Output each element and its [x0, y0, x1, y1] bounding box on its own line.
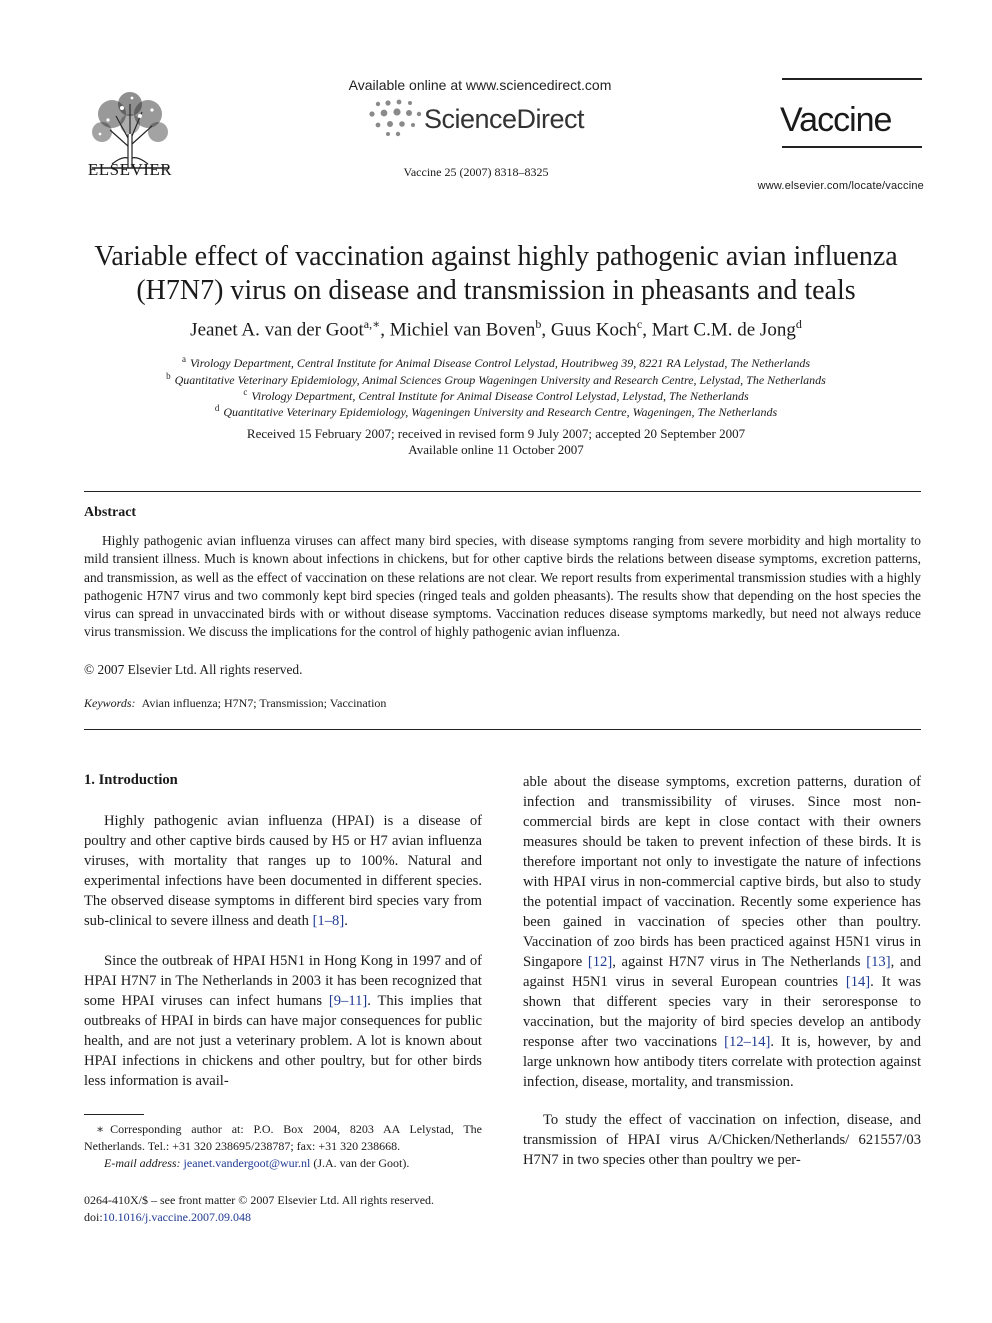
sciencedirect-dots-icon: [366, 98, 426, 140]
abstract-text: Highly pathogenic avian influenza viruses can affect many bird species, with disease symptoms ranging from severe morbidity and high mortality to mild transient illness. Much is known about infections in chickens, but for other captive birds the relations between disease symptoms, excretion patterns, and transmission, as well as the effect of vaccination on these relations are not clear. We report results from experimental transmission studies with a highly pathogenic H7N7 virus and two commonly kept bird species (ringed teals and golden pheasants). The results show that depending on the host species the virus can spread in unvaccinated birds with or without disease symptoms. Vaccination reduces disease symptoms markedly, but need not always reduce virus transmission. We discuss the implications for the control of highly pathogenic avian influenza.: [84, 533, 921, 640]
doi-link[interactable]: 10.1016/j.vaccine.2007.09.048: [102, 1210, 251, 1224]
author-affiliation-mark[interactable]: a,∗: [363, 317, 381, 331]
affiliation: [60, 354, 932, 371]
paragraph-text: , and against H5N1 virus in several European countries: [523, 954, 921, 990]
front-matter: [84, 1192, 434, 1226]
email-link[interactable]: jeanet.vandergoot@wur.nl: [183, 1156, 311, 1170]
doi-line: [84, 1209, 434, 1226]
body-paragraph: Highly pathogenic avian influenza (HPAI) is a disease of poultry and other captive birds caused by H5 or H7 avian influenza viruses, with mortality that ranges up to 100%. Natural and experimental infections have been documented in different species. The observed disease symptoms in different bird species vary from sub-clinical to severe illness and death [1–8].: [84, 813, 482, 929]
affiliation-mark: b: [166, 371, 171, 381]
doi-label: doi:: [84, 1210, 103, 1224]
paragraph-text: able about the disease symptoms, excretion patterns, duration of infection and transmissibility of viruses. Since most non-commercial birds are kept in close contact with their owners measures should be taken to prevent infection of these birds. It is therefore important not only to investigate the nature of infections with HPAI virus in non-commercial captive birds, but also to study the potential impact of vaccination. Recently some experience has been gained in vaccination of species other than poultry. Vaccination of zoo birds has been practiced against H5N1 virus in Singapore: [523, 774, 921, 970]
issn-line: 0264-410X/$ – see front matter © 2007 Elsevier Ltd. All rights reserved.: [84, 1193, 435, 1207]
paragraph-text: . This implies that outbreaks of HPAI in birds can have major consequences for public health, and are not just a veterinary problem. A lot is known about HPAI infections in chickens and other poultry, but for other birds less information is avail-: [84, 993, 482, 1089]
reference-link[interactable]: [1–8]: [312, 913, 345, 929]
keywords: [84, 696, 386, 711]
body-paragraph: To study the effect of vaccination on infection, disease, and transmission of HPAI virus A/Chicken/Netherlands/ 621557/03 H7N7 in two species other than poultry we per-: [523, 1112, 921, 1168]
author-name: Michiel van Boven: [389, 319, 536, 341]
email-label: E-mail address:: [104, 1156, 181, 1170]
email-suffix: (J.A. van der Goot).: [310, 1156, 410, 1170]
publisher-name: ELSEVIER: [87, 160, 173, 179]
author-separator: ,: [642, 319, 652, 341]
corresponding-author: Corresponding author at: P.O. Box 2004, 8203 AA Lelystad, The Netherlands. Tel.: +31 320 238695/238787; fax: +31 320 238668.: [84, 1122, 482, 1153]
paragraph-text: . It is, however, by and large unknown how antibody titers correlate with protection against infection, disease, mortality, and transmission.: [523, 1034, 921, 1090]
author-name: Mart C.M. de Jong: [651, 319, 796, 341]
author-affiliation-mark[interactable]: d: [795, 317, 802, 331]
reference-link[interactable]: [13]: [866, 954, 891, 970]
affiliation-text: Virology Department, Central Institute for Animal Disease Control Lelystad, Houtribweg 39, 8221 RA Lelystad, The Netherlands: [189, 356, 811, 370]
sciencedirect-logo[interactable]: [366, 98, 596, 140]
journal-title-text: Vaccine: [780, 101, 892, 139]
paragraph-text: , against H7N7 virus in The Netherlands: [612, 954, 867, 970]
author-affiliation-mark[interactable]: c: [636, 317, 643, 331]
available-online-text[interactable]: Available online at www.sciencedirect.com: [348, 77, 612, 93]
abstract-copyright: © 2007 Elsevier Ltd. All rights reserved.: [84, 662, 303, 677]
affiliation-mark: a: [181, 354, 186, 364]
received-dates: Received 15 February 2007; received in revised form 9 July 2007; accepted 20 September 2007: [246, 426, 746, 441]
affiliation: [60, 371, 932, 388]
author-name: Jeanet A. van der Goot: [190, 319, 364, 341]
journal-title: [776, 100, 926, 148]
affiliation: [60, 387, 932, 404]
journal-rule-bottom: [782, 146, 922, 148]
affiliation-mark: c: [243, 387, 248, 397]
keywords-list: Avian influenza; H7N7; Transmission; Vaccination: [141, 696, 387, 710]
author-separator: ,: [380, 319, 390, 341]
affiliation-text: Virology Department, Central Institute for Animal Disease Control Lelystad, Lelystad, The Netherlands: [251, 389, 749, 403]
journal-rule-top: [782, 78, 922, 80]
footnote: [84, 1121, 482, 1172]
paragraph-text: Highly pathogenic avian influenza (HPAI) is a disease of poultry and other captive birds caused by H5 or H7 avian influenza viruses, with mortality that ranges up to 100%. Natural and experimental infections have been documented in different species. The observed disease symptoms in different bird species vary from sub-clinical to severe illness and death: [84, 813, 482, 929]
reference-link[interactable]: [14]: [845, 974, 871, 990]
body-paragraph: [523, 772, 921, 1092]
article-title: Variable effect of vaccination against highly pathogenic avian influenza (H7N7) virus on disease and transmission in pheasants and teals: [94, 241, 898, 306]
section-heading: 1. Introduction: [84, 772, 178, 788]
paragraph-text: . It was shown that different species vary in their seroresponse to vaccination, but the majority of bird species develop an antibody response after two vaccinations: [523, 974, 921, 1050]
abstract-top-rule: [84, 491, 921, 492]
author-list: [60, 317, 932, 341]
available-online-date: Available online 11 October 2007: [408, 442, 584, 457]
body-paragraph: [84, 951, 482, 1091]
affiliation-text: Quantitative Veterinary Epidemiology, Wageningen University and Research Centre, Wageningen, The Netherlands: [223, 405, 778, 419]
affiliation-mark: d: [214, 403, 220, 413]
abstract-heading: Abstract: [84, 505, 137, 520]
reference-link[interactable]: [12–14]: [724, 1034, 771, 1050]
footnote-rule: [84, 1114, 144, 1115]
paragraph-text: Since the outbreak of HPAI H5N1 in Hong Kong in 1997 and of HPAI H7N7 in The Netherlands in 2003 it has been recognized that some HPAI viruses can infect humans: [84, 953, 482, 1009]
footnote-star: ∗: [96, 1122, 105, 1136]
abstract-bottom-rule: [84, 729, 921, 730]
affiliation-text: Quantitative Veterinary Epidemiology, Animal Sciences Group Wageningen University and Research Centre, Lelystad, The Netherlands: [174, 373, 826, 387]
affiliation: [60, 403, 932, 420]
sciencedirect-wordmark: ScienceDirect: [424, 104, 585, 134]
journal-citation: Vaccine 25 (2007) 8318–8325: [403, 165, 549, 179]
author-separator: ,: [541, 319, 551, 341]
author-name: Guus Koch: [550, 319, 637, 341]
reference-link[interactable]: [9–11]: [328, 993, 368, 1009]
reference-link[interactable]: [12]: [587, 954, 613, 970]
keywords-label: Keywords:: [84, 696, 136, 710]
journal-url[interactable]: www.elsevier.com/locate/vaccine: [757, 180, 924, 192]
author-affiliation-mark[interactable]: b: [535, 317, 542, 331]
